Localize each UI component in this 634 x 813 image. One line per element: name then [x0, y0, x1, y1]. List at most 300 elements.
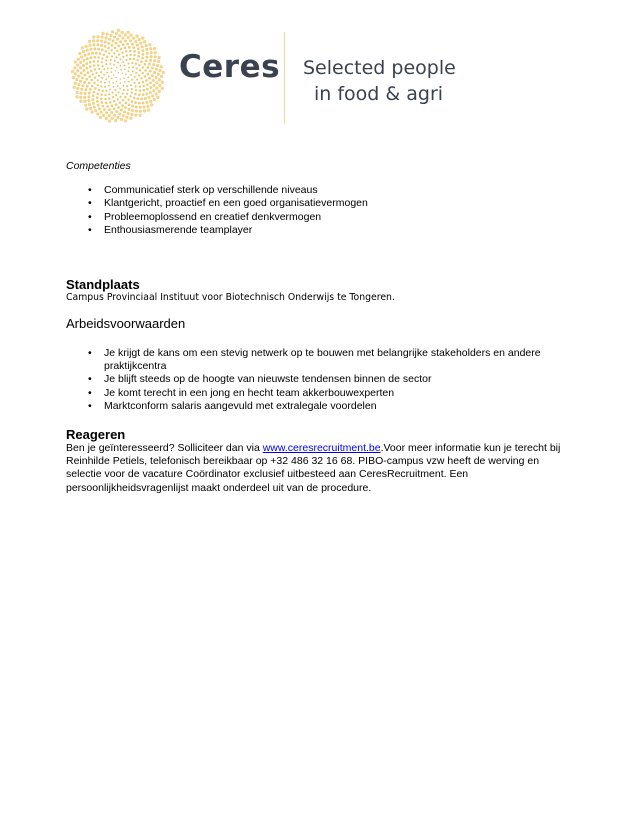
logo-dot — [116, 116, 119, 119]
logo-dot — [155, 68, 158, 71]
list-item: • Je blijft steeds op de hoogte van nieuwste tendensen binnen de sector — [88, 373, 432, 386]
logo-dot — [151, 94, 154, 97]
logo-dot — [94, 68, 96, 70]
logo-dot — [129, 58, 131, 60]
logo-dot — [139, 106, 142, 109]
logo-dot — [82, 69, 85, 72]
logo-dot — [92, 73, 94, 75]
logo-dot — [117, 45, 120, 48]
logo-dot — [81, 76, 84, 79]
list-item: • Je komt terecht in een jong en hecht team akkerbouwexperten — [88, 386, 395, 399]
logo-dot — [135, 89, 137, 91]
logo-dot — [108, 119, 111, 122]
logo-dot — [113, 75, 114, 76]
logo-dot — [89, 48, 92, 51]
logo-dot — [124, 68, 126, 70]
bullet-icon: • — [88, 399, 92, 412]
logo-dot — [105, 33, 108, 36]
logo-dot — [124, 39, 127, 42]
logo-dot — [110, 111, 113, 114]
logo-dot — [148, 43, 151, 46]
logo-dot — [84, 74, 87, 77]
logo-dot — [132, 66, 134, 68]
logo-dot — [129, 39, 132, 42]
logo-dot — [93, 91, 96, 94]
logo-dot — [97, 79, 99, 81]
logo-dot — [93, 60, 96, 63]
logo-dot — [118, 54, 120, 56]
logo-dot — [149, 70, 152, 73]
logo-dot — [74, 72, 77, 75]
logo-dot — [79, 100, 82, 103]
logo-dot — [140, 60, 143, 63]
logo-dot — [128, 70, 130, 72]
logo-dot — [90, 56, 93, 59]
logo-dot — [156, 96, 159, 99]
logo-dot — [130, 84, 132, 86]
bullet-icon: • — [88, 210, 92, 223]
logo-dot — [138, 93, 141, 96]
logo-dot — [128, 63, 130, 65]
logo-dot — [92, 98, 95, 101]
logo-dot — [109, 81, 111, 83]
logo-dot — [140, 77, 142, 79]
logo-dot — [131, 109, 134, 112]
logo-dot — [127, 31, 130, 34]
competenties-list — [66, 184, 576, 237]
logo-dot — [145, 59, 148, 62]
logo-dot — [97, 64, 99, 66]
logo-dot — [89, 61, 92, 64]
logo-dot — [121, 31, 124, 34]
logo-dot — [153, 84, 156, 87]
logo-dot — [93, 47, 96, 50]
logo-dot — [124, 65, 126, 67]
logo-dot — [124, 96, 126, 98]
logo-dot — [96, 96, 99, 99]
logo-dot — [150, 55, 153, 58]
logo-dot — [148, 77, 151, 80]
logo-dot — [125, 59, 127, 61]
logo-dot — [157, 73, 160, 76]
logo-dot — [89, 107, 92, 110]
logo-dot — [83, 96, 86, 99]
logo-dot — [76, 87, 79, 90]
logo-dot — [90, 69, 93, 72]
logo-dot — [81, 46, 84, 49]
logo-dot — [103, 69, 105, 71]
logo-dot — [131, 92, 133, 94]
logo-dot — [135, 85, 137, 87]
logo-dot — [112, 96, 114, 98]
logo-dot — [125, 102, 128, 105]
logo-dot — [149, 100, 152, 103]
standplaats-text: Campus Provinciaal Instituut voor Biotechnisch Onderwijs te Tongeren. — [66, 292, 395, 304]
logo-dot — [151, 67, 154, 70]
logo-dot — [117, 106, 120, 109]
logo-dot — [75, 95, 78, 98]
logo-dot — [144, 75, 146, 77]
logo-dot — [120, 65, 122, 67]
logo-dot — [143, 40, 146, 43]
competenties-heading: Competenties — [66, 160, 131, 172]
logo-dot — [80, 55, 83, 58]
logo-dot — [116, 67, 118, 69]
logo-dot — [108, 85, 110, 87]
logo-dot — [104, 45, 107, 48]
logo-dot — [105, 111, 108, 114]
logo-dot — [144, 97, 147, 100]
logo-dot — [155, 87, 158, 90]
logo-dot — [143, 89, 146, 92]
logo-dot — [154, 51, 157, 54]
logo-dot — [138, 74, 140, 76]
brand-divider — [284, 32, 285, 124]
logo-dot — [118, 72, 119, 73]
logo-dot — [137, 59, 139, 61]
logo-dot — [85, 78, 88, 81]
logo-dot — [141, 36, 144, 39]
logo-dot — [135, 63, 137, 65]
brand-tagline — [303, 55, 456, 107]
logo-dot — [108, 52, 110, 54]
logo-dot — [111, 30, 114, 33]
logo-dot — [82, 64, 85, 67]
bullet-icon: • — [88, 373, 92, 386]
logo-dot — [111, 55, 113, 57]
logo-dot — [142, 53, 145, 56]
logo-dot — [85, 62, 88, 65]
logo-dot — [116, 81, 117, 82]
logo-dot — [152, 89, 155, 92]
logo-dot — [134, 40, 137, 43]
logo-dot — [93, 56, 96, 59]
document-body — [66, 160, 576, 495]
logo-dot — [150, 51, 153, 54]
logo-dot — [98, 89, 100, 91]
logo-dot — [133, 50, 136, 53]
logo-dot — [102, 90, 104, 92]
logo-dot — [95, 52, 98, 55]
logo-dot — [101, 49, 104, 52]
logo-dot — [86, 85, 89, 88]
logo-dot — [158, 78, 161, 81]
logo-dot — [100, 111, 103, 114]
logo-dot — [139, 85, 141, 87]
logo-dot — [87, 99, 90, 102]
logo-dot — [127, 89, 129, 91]
logo-dot — [109, 101, 112, 104]
logo-dot — [94, 87, 96, 89]
logo-dot — [97, 104, 100, 107]
logo-dot — [108, 97, 110, 99]
logo-dot — [130, 113, 133, 116]
logo-dot — [113, 36, 116, 39]
ceres-sunflower-logo-icon — [70, 28, 166, 124]
logo-dot — [133, 54, 135, 56]
logo-dot — [132, 37, 135, 40]
logo-dot — [79, 61, 82, 64]
logo-dot — [74, 60, 77, 63]
logo-dot — [117, 29, 120, 32]
logo-dot — [127, 108, 130, 111]
logo-dot — [86, 49, 89, 52]
logo-dot — [111, 44, 114, 47]
logo-dot — [132, 46, 135, 49]
logo-dot — [113, 86, 115, 88]
logo-dot — [96, 100, 99, 103]
logo-dot — [81, 84, 84, 87]
logo-dot — [128, 81, 130, 83]
brand-name: Ceres — [179, 49, 281, 85]
logo-dot — [122, 73, 123, 74]
bullet-icon: • — [88, 386, 92, 399]
logo-dot — [124, 81, 126, 83]
logo-dot — [128, 67, 130, 69]
logo-dot — [117, 98, 119, 100]
logo-dot — [77, 83, 80, 86]
logo-dot — [146, 105, 149, 108]
logo-dot — [88, 92, 91, 95]
logo-dot — [116, 38, 119, 41]
logo-dot — [84, 45, 87, 48]
logo-dot — [119, 40, 122, 43]
logo-dot — [142, 81, 144, 83]
logo-dot — [124, 119, 127, 122]
logo-dot — [125, 116, 128, 119]
logo-dot — [100, 101, 103, 104]
logo-dot — [134, 93, 136, 95]
logo-dot — [100, 97, 103, 100]
logo-dot — [149, 47, 152, 50]
logo-dot — [101, 61, 103, 63]
logo-dot — [129, 95, 131, 97]
logo-dot — [131, 79, 133, 81]
logo-dot — [146, 88, 149, 91]
logo-dot — [93, 82, 95, 84]
logo-dot — [92, 102, 95, 105]
logo-dot — [157, 60, 160, 63]
logo-dot — [129, 54, 131, 56]
logo-dot — [120, 48, 123, 51]
logo-dot — [96, 35, 99, 38]
logo-dot — [113, 100, 115, 102]
logo-dot — [129, 50, 132, 53]
logo-dot — [153, 59, 156, 62]
logo-dot — [138, 38, 141, 41]
logo-dot — [91, 79, 93, 81]
logo-dot — [82, 59, 85, 62]
logo-dot — [106, 72, 108, 74]
logo-dot — [146, 83, 149, 86]
logo-dot — [152, 79, 155, 82]
logo-dot — [128, 103, 131, 106]
logo-dot — [79, 92, 82, 95]
logo-dot — [106, 105, 109, 108]
logo-dot — [136, 67, 138, 69]
logo-dot — [77, 75, 80, 78]
logo-dot — [162, 71, 165, 74]
logo-dot — [86, 57, 89, 60]
logo-dot — [139, 42, 142, 45]
logo-dot — [110, 71, 112, 73]
logo-dot — [146, 52, 149, 55]
logo-dot — [115, 94, 117, 96]
logo-dot — [129, 117, 132, 120]
logo-dot — [84, 92, 87, 95]
logo-dot — [115, 32, 118, 35]
bullet-icon: • — [88, 223, 92, 236]
logo-dot — [148, 63, 151, 66]
logo-dot — [112, 82, 114, 84]
logo-dot — [149, 91, 152, 94]
logo-dot — [88, 75, 91, 78]
list-item: • Je krijgt de kans om een stevig netwerk op te bouwen met belangrijke stakeholders en andere praktijkcentra — [88, 347, 541, 373]
logo-dot — [146, 56, 149, 59]
logo-dot — [105, 102, 108, 105]
logo-dot — [149, 81, 152, 84]
logo-dot — [131, 62, 133, 64]
logo-dot — [112, 40, 115, 43]
logo-dot — [135, 106, 138, 109]
logo-dot — [97, 56, 99, 58]
logo-dot — [117, 62, 119, 64]
logo-dot — [122, 99, 124, 101]
logo-dot — [100, 71, 102, 73]
logo-dot — [153, 98, 156, 101]
logo-dot — [101, 32, 104, 35]
logo-dot — [84, 54, 87, 57]
logo-dot — [113, 64, 115, 66]
logo-dot — [160, 75, 163, 78]
logo-dot — [100, 44, 103, 47]
list-item: • Klantgericht, proactief en een goed organisatievermogen — [88, 197, 368, 210]
logo-dot — [124, 106, 127, 109]
logo-dot — [115, 70, 116, 71]
logo-dot — [76, 63, 79, 66]
logo-dot — [97, 60, 99, 62]
logo-dot — [105, 59, 107, 61]
logo-dot — [142, 105, 145, 108]
logo-dot — [145, 92, 148, 95]
logo-dot — [104, 86, 106, 88]
logo-dot — [131, 43, 134, 46]
logo-dot — [96, 43, 99, 46]
logo-dot — [144, 69, 147, 72]
logo-dot — [137, 51, 140, 54]
logo-dot — [147, 73, 150, 76]
logo-dot — [100, 36, 103, 39]
logo-dot — [136, 44, 139, 47]
logo-dot — [114, 47, 117, 50]
ceresrecruitment-link[interactable]: www.ceresrecruitment.be — [262, 442, 381, 455]
logo-dot — [116, 77, 117, 78]
logo-dot — [92, 39, 95, 42]
logo-dot — [99, 116, 102, 119]
logo-dot — [102, 114, 105, 117]
logo-dot — [130, 33, 133, 36]
logo-dot — [79, 66, 82, 69]
logo-dot — [126, 43, 129, 46]
logo-dot — [105, 63, 107, 65]
logo-dot — [96, 39, 99, 42]
logo-dot — [153, 71, 156, 74]
logo-dot — [102, 65, 104, 67]
logo-dot — [115, 110, 118, 113]
logo-dot — [143, 85, 146, 88]
logo-dot — [119, 101, 121, 103]
logo-dot — [121, 37, 124, 40]
logo-dot — [111, 117, 114, 120]
logo-dot — [144, 63, 147, 66]
logo-dot — [127, 36, 130, 39]
list-item: • Communicatief sterk op verschillende niveaus — [88, 184, 318, 197]
logo-dot — [131, 88, 133, 90]
logo-dot — [104, 82, 106, 84]
logo-dot — [85, 108, 88, 111]
logo-dot — [133, 58, 135, 60]
logo-dot — [119, 82, 121, 84]
list-item: • Enthousiasmerende teamplayer — [88, 223, 253, 236]
tagline-line-2: in food & agri — [314, 83, 444, 105]
logo-dot — [123, 110, 126, 113]
logo-dot — [103, 108, 106, 111]
logo-dot — [126, 54, 128, 56]
logo-dot — [107, 47, 110, 50]
logo-dot — [83, 81, 86, 84]
logo-dot — [122, 61, 124, 63]
logo-dot — [101, 77, 103, 79]
logo-dot — [134, 76, 136, 78]
arbeidsvoorwaarden-list — [66, 347, 576, 413]
logo-dot — [149, 86, 152, 89]
logo-dot — [108, 93, 110, 95]
logo-dot — [80, 72, 83, 75]
logo-dot — [75, 91, 78, 94]
logo-dot — [120, 109, 123, 112]
logo-dot — [122, 43, 125, 46]
logo-dot — [136, 79, 138, 81]
logo-dot — [114, 60, 116, 62]
logo-dot — [122, 114, 125, 117]
logo-dot — [86, 67, 89, 70]
logo-dot — [100, 40, 103, 43]
logo-dot — [134, 101, 137, 104]
logo-dot — [87, 71, 90, 74]
logo-dot — [101, 105, 104, 108]
logo-dot — [142, 102, 145, 105]
logo-dot — [109, 88, 111, 90]
logo-dot — [139, 69, 141, 71]
logo-dot — [77, 58, 80, 61]
logo-dot — [73, 66, 76, 69]
logo-dot — [94, 77, 96, 79]
logo-dot — [108, 108, 111, 111]
reageren-text: Ben je geïnteresseerd? Solliciteer dan via www.ceresrecruitment.be.Voor meer informatie kun je terecht bij Reinhilde Petiels, telefonisch bereikbaar op +32 486 32 16 68. PIBO-campus vzw heeft de werving en selectie voor de vacature Coördinator exclusief uitbesteed aan CeresRecruitment. Een persoonlijkheidsvragenlijst maakt onderdeel uit van de procedure. — [66, 442, 561, 494]
logo-dot — [110, 49, 112, 51]
page-header — [0, 0, 634, 140]
logo-dot — [76, 69, 79, 72]
logo-dot — [100, 81, 102, 83]
logo-dot — [91, 85, 94, 88]
arbeidsvoorwaarden-heading: Arbeidsvoorwaarden — [66, 316, 186, 332]
logo-dot — [109, 34, 112, 37]
logo-dot — [153, 47, 156, 50]
logo-dot — [119, 96, 121, 98]
logo-dot — [124, 47, 127, 50]
logo-dot — [91, 110, 94, 113]
logo-dot — [115, 42, 118, 45]
